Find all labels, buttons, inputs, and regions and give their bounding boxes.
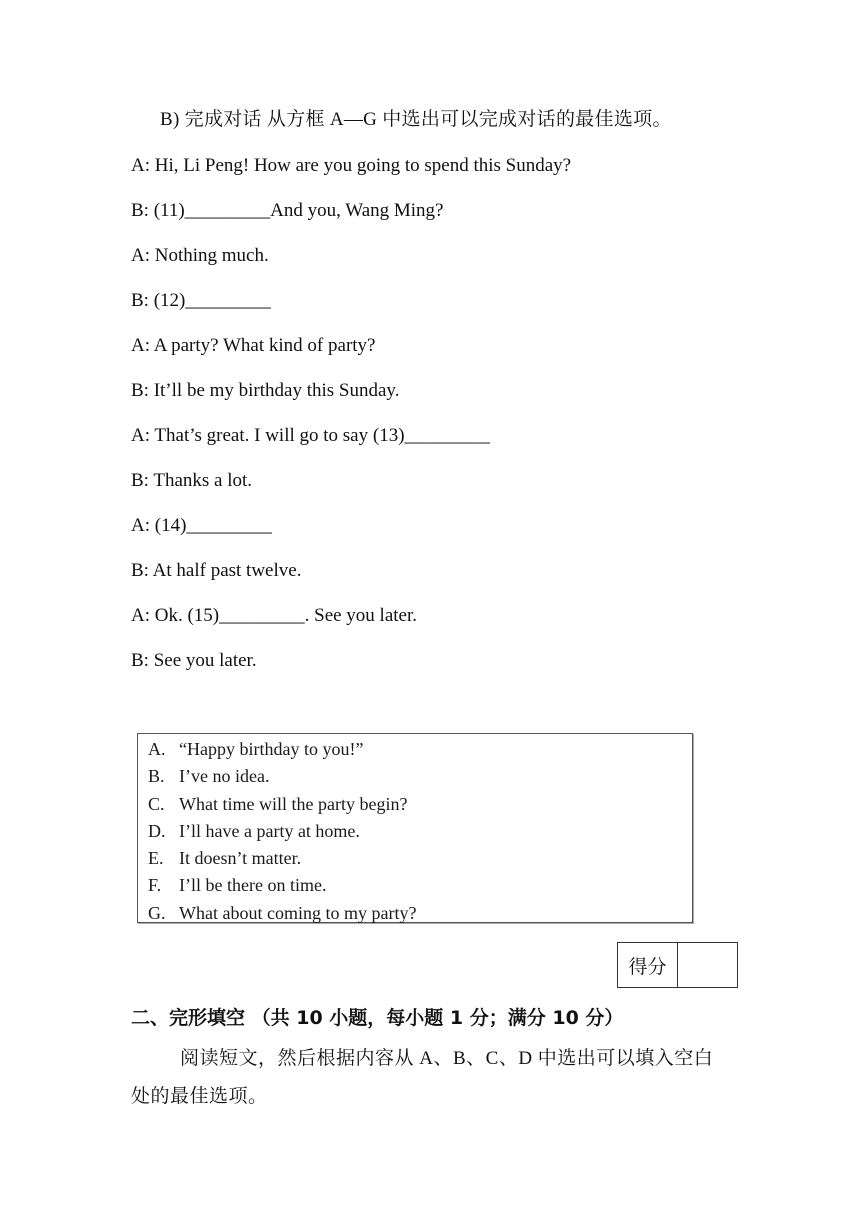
- option-key: F.: [148, 875, 162, 896]
- dialogue-line: A: That’s great. I will go to say (13)_________: [131, 425, 491, 446]
- option-key: A.: [148, 739, 166, 759]
- dialogue-line: B: Thanks a lot.: [131, 470, 253, 491]
- dialogue-line: B: At half past twelve.: [131, 560, 302, 581]
- option-item: [148, 736, 692, 763]
- dialogue-line: A: A party? What kind of party?: [131, 335, 376, 356]
- option-item: [148, 763, 692, 790]
- option-key: C.: [148, 793, 165, 814]
- dialogue-line: B: See you later.: [131, 650, 257, 671]
- dialogue-line: B: (12)_________: [131, 290, 271, 311]
- score-label: 得分: [618, 943, 678, 987]
- option-key: E.: [148, 848, 164, 869]
- section-2-instruction-line1: 阅读短文，然后根据内容从 A、B、C、D 中选出可以填入空白: [180, 1048, 714, 1069]
- dialogue-line: A: Ok. (15)_________. See you later.: [131, 605, 418, 626]
- option-text: What about coming to my party?: [179, 902, 417, 923]
- dialogue-line: A: Hi, Li Peng! How are you going to spend this Sunday?: [131, 155, 572, 176]
- option-text: I’ll have a party at home.: [179, 820, 360, 841]
- option-item: [148, 900, 692, 927]
- section-2-instruction-line2: 处的最佳选项。: [131, 1086, 268, 1107]
- option-key: D.: [148, 820, 166, 841]
- option-item: [148, 872, 692, 899]
- option-text: I’ve no idea.: [179, 766, 270, 787]
- section-2-heading: 二、完形填空 （共 10 小题，每小题 1 分；满分 10 分）: [131, 1007, 624, 1029]
- option-key: G.: [148, 902, 166, 923]
- options-box: [137, 733, 693, 923]
- section-b-heading: B) 完成对话 从方框 A—G 中选出可以完成对话的最佳选项。: [160, 109, 672, 130]
- option-text: What time will the party begin?: [179, 793, 408, 814]
- option-text: “Happy birthday to you!”: [179, 739, 364, 759]
- option-text: I’ll be there on time.: [179, 875, 327, 896]
- score-value: [678, 943, 737, 987]
- dialogue-line: A: (14)_________: [131, 515, 272, 536]
- dialogue-line: A: Nothing much.: [131, 245, 269, 266]
- option-key: B.: [148, 766, 165, 787]
- dialogue-line: B: It’ll be my birthday this Sunday.: [131, 380, 400, 401]
- dialogue-line: B: (11)_________And you, Wang Ming?: [131, 200, 444, 221]
- option-item: [148, 818, 692, 845]
- option-item: [148, 845, 692, 872]
- option-text: It doesn’t matter.: [179, 848, 302, 869]
- option-item: [148, 791, 692, 818]
- score-box: [617, 942, 738, 988]
